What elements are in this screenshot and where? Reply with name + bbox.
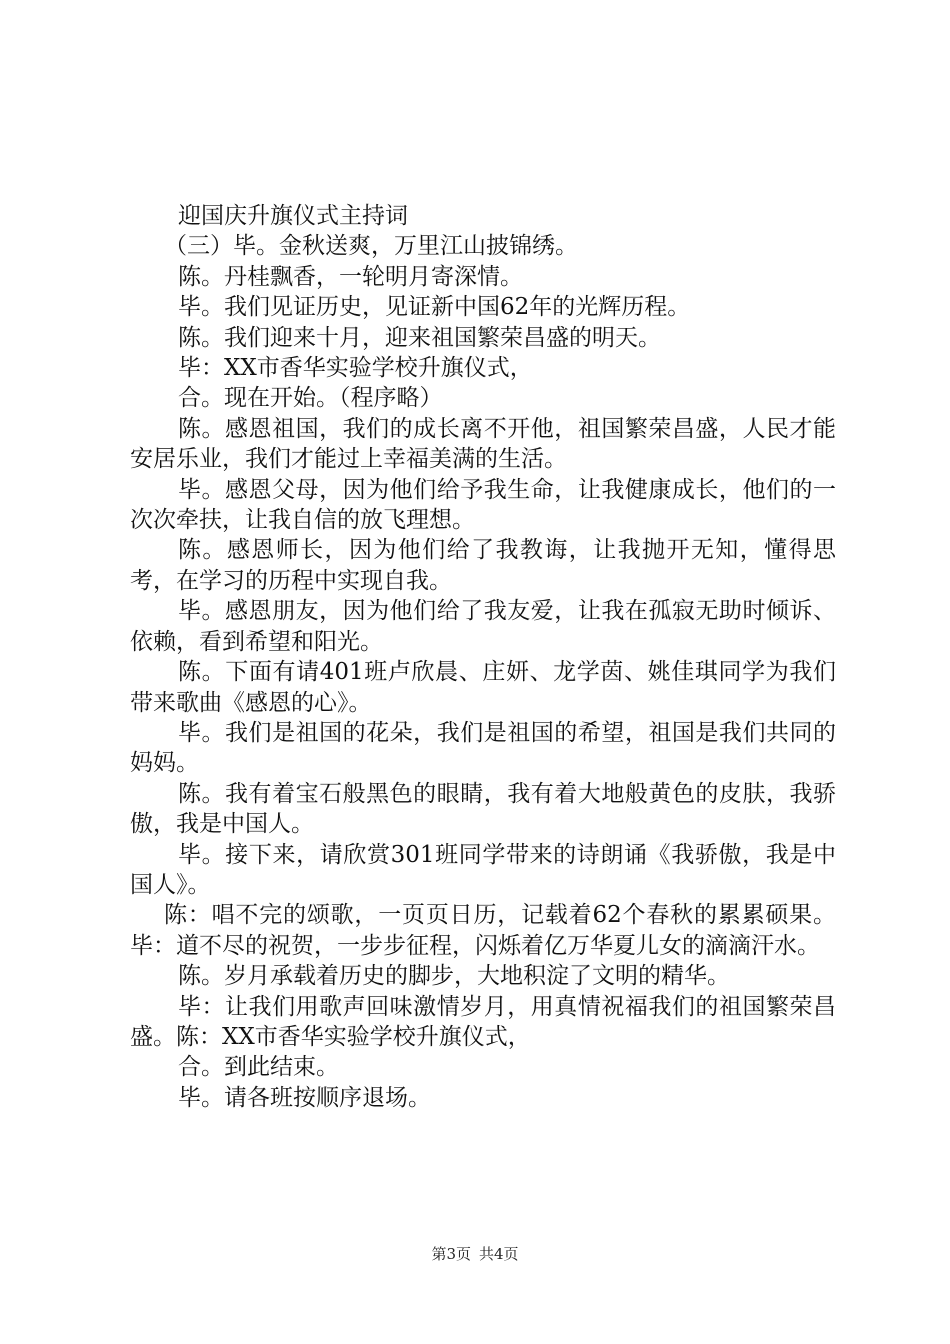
page-total: 共4页 bbox=[479, 1245, 519, 1263]
paragraph: 毕。我们是祖国的花朵，我们是祖国的希望，祖国是我们共同的妈妈。 bbox=[130, 719, 836, 777]
page-footer bbox=[0, 1244, 950, 1264]
paragraph: 陈。丹桂飘香，一轮明月寄深情。 bbox=[178, 263, 523, 290]
paragraph: 陈。我有着宝石般黑色的眼睛，我有着大地般黄色的皮肤，我骄傲，我是中国人。 bbox=[130, 780, 836, 838]
page-number: 第3页 bbox=[431, 1245, 471, 1263]
paragraph: 毕：让我们用歌声回味激情岁月，用真情祝福我们的祖国繁荣昌盛。陈：XX市香华实验学校升旗仪式， bbox=[130, 993, 836, 1050]
paragraph: 合。现在开始。（程序略） bbox=[178, 385, 443, 412]
paragraph: 陈。感恩祖国，我们的成长离不开他，祖国繁荣昌盛，人民才能安居乐业，我们才能过上幸福美满的生活。 bbox=[130, 415, 836, 473]
document-title: 迎国庆升旗仪式主持词 bbox=[178, 203, 408, 229]
paragraph: 毕。接下来，请欣赏301班同学带来的诗朗诵《我骄傲，我是中国人》。 bbox=[130, 841, 836, 898]
paragraph: 陈。我们迎来十月，迎来祖国繁荣昌盛的明天。 bbox=[178, 324, 661, 351]
paragraph: 毕。感恩朋友，因为他们给了我友爱，让我在孤寂无助时倾诉、依赖，看到希望和阳光。 bbox=[130, 598, 836, 655]
paragraph: 陈。下面有请401班卢欣晨、庄妍、龙学茵、姚佳琪同学为我们带来歌曲《感恩的心》。 bbox=[130, 659, 836, 716]
paragraph: （三）毕。金秋送爽，万里江山披锦绣。 bbox=[164, 233, 578, 260]
paragraph: 陈。岁月承载着历史的脚步，大地积淀了文明的精华。 bbox=[178, 963, 730, 990]
paragraph: 毕。我们见证历史，见证新中国62年的光辉历程。 bbox=[178, 294, 691, 321]
paragraph: 毕。请各班按顺序退场。 bbox=[178, 1084, 431, 1111]
paragraph: 陈：唱不完的颂歌，一页页日历，记载着62个春秋的累累硕果。毕：道不尽的祝贺，一步步征程，闪烁着亿万华夏儿女的滴滴汗水。 bbox=[130, 902, 836, 959]
paragraph: 合。到此结束。 bbox=[178, 1054, 339, 1081]
document-body bbox=[130, 201, 836, 1113]
paragraph: 毕：XX市香华实验学校升旗仪式， bbox=[178, 355, 533, 382]
paragraph: 毕。感恩父母，因为他们给予我生命，让我健康成长，他们的一次次牵扶，让我自信的放飞理想。 bbox=[130, 476, 836, 534]
paragraph: 陈。感恩师长，因为他们给了我教诲，让我抛开无知，懂得思考，在学习的历程中实现自我。 bbox=[130, 537, 836, 594]
